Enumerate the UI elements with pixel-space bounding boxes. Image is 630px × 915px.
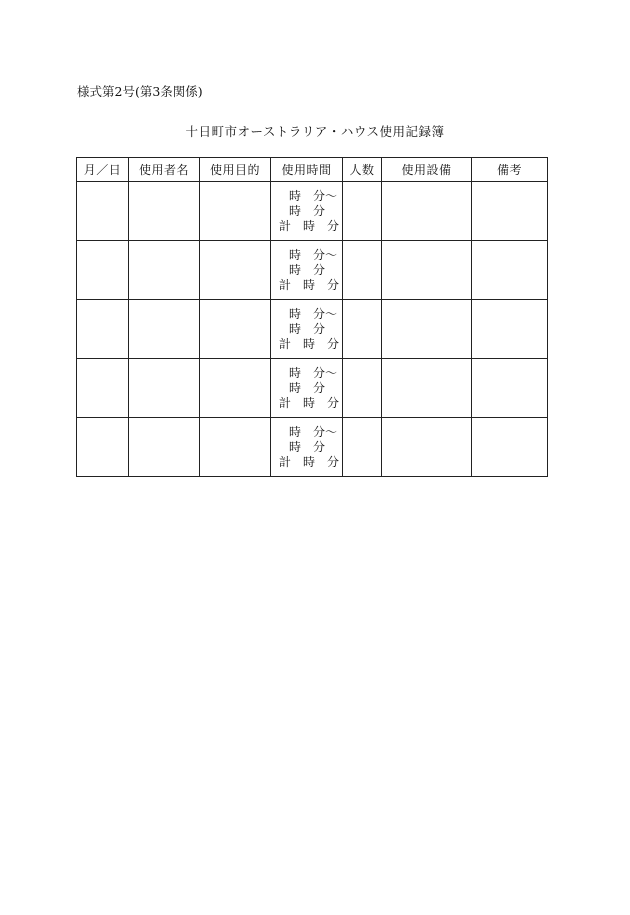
time-total-label: 計 時 分 bbox=[279, 218, 340, 233]
header-usage-time: 使用時間 bbox=[271, 158, 343, 182]
time-start-label: 時 分～ bbox=[289, 247, 338, 262]
header-equipment: 使用設備 bbox=[382, 158, 472, 182]
table-row bbox=[77, 241, 548, 300]
header-user-name: 使用者名 bbox=[129, 158, 200, 182]
cell-people-count[interactable] bbox=[343, 182, 382, 241]
cell-usage-time[interactable] bbox=[271, 182, 343, 241]
form-number: 様式第2号(第3条関係) bbox=[77, 84, 203, 99]
time-end-label: 時 分 bbox=[289, 203, 326, 218]
cell-equipment[interactable] bbox=[382, 359, 472, 418]
cell-people-count[interactable] bbox=[343, 359, 382, 418]
cell-people-count[interactable] bbox=[343, 300, 382, 359]
cell-user-name[interactable] bbox=[129, 359, 200, 418]
cell-remarks[interactable] bbox=[472, 182, 548, 241]
cell-date[interactable] bbox=[77, 241, 129, 300]
cell-usage-time[interactable] bbox=[271, 241, 343, 300]
time-end-label: 時 分 bbox=[289, 439, 326, 454]
cell-purpose[interactable] bbox=[200, 241, 271, 300]
cell-user-name[interactable] bbox=[129, 418, 200, 477]
cell-people-count[interactable] bbox=[343, 241, 382, 300]
time-start-label: 時 分～ bbox=[289, 188, 338, 203]
time-start-label: 時 分～ bbox=[289, 365, 338, 380]
cell-date[interactable] bbox=[77, 300, 129, 359]
cell-date[interactable] bbox=[77, 182, 129, 241]
time-total-label: 計 時 分 bbox=[279, 395, 340, 410]
table-row bbox=[77, 300, 548, 359]
cell-remarks[interactable] bbox=[472, 359, 548, 418]
header-purpose: 使用目的 bbox=[200, 158, 271, 182]
time-end-label: 時 分 bbox=[289, 262, 326, 277]
header-date: 月／日 bbox=[77, 158, 129, 182]
time-total-label: 計 時 分 bbox=[279, 336, 340, 351]
cell-remarks[interactable] bbox=[472, 300, 548, 359]
cell-purpose[interactable] bbox=[200, 359, 271, 418]
cell-user-name[interactable] bbox=[129, 182, 200, 241]
cell-equipment[interactable] bbox=[382, 241, 472, 300]
cell-purpose[interactable] bbox=[200, 300, 271, 359]
cell-user-name[interactable] bbox=[129, 241, 200, 300]
document-title: 十日町市オーストラリア・ハウス使用記録簿 bbox=[185, 124, 445, 139]
time-end-label: 時 分 bbox=[289, 321, 326, 336]
cell-date[interactable] bbox=[77, 359, 129, 418]
header-remarks: 備考 bbox=[472, 158, 548, 182]
table-row bbox=[77, 182, 548, 241]
cell-remarks[interactable] bbox=[472, 241, 548, 300]
usage-record-table bbox=[76, 157, 548, 477]
cell-usage-time[interactable] bbox=[271, 418, 343, 477]
time-total-label: 計 時 分 bbox=[279, 277, 340, 292]
cell-usage-time[interactable] bbox=[271, 300, 343, 359]
cell-date[interactable] bbox=[77, 418, 129, 477]
cell-purpose[interactable] bbox=[200, 182, 271, 241]
cell-equipment[interactable] bbox=[382, 300, 472, 359]
cell-equipment[interactable] bbox=[382, 418, 472, 477]
cell-equipment[interactable] bbox=[382, 182, 472, 241]
time-end-label: 時 分 bbox=[289, 380, 326, 395]
time-total-label: 計 時 分 bbox=[279, 454, 340, 469]
time-start-label: 時 分～ bbox=[289, 424, 338, 439]
table-row bbox=[77, 359, 548, 418]
table-header-row bbox=[77, 158, 548, 182]
cell-people-count[interactable] bbox=[343, 418, 382, 477]
table-row bbox=[77, 418, 548, 477]
cell-purpose[interactable] bbox=[200, 418, 271, 477]
cell-user-name[interactable] bbox=[129, 300, 200, 359]
cell-usage-time[interactable] bbox=[271, 359, 343, 418]
header-people-count: 人数 bbox=[343, 158, 382, 182]
time-start-label: 時 分～ bbox=[289, 306, 338, 321]
cell-remarks[interactable] bbox=[472, 418, 548, 477]
